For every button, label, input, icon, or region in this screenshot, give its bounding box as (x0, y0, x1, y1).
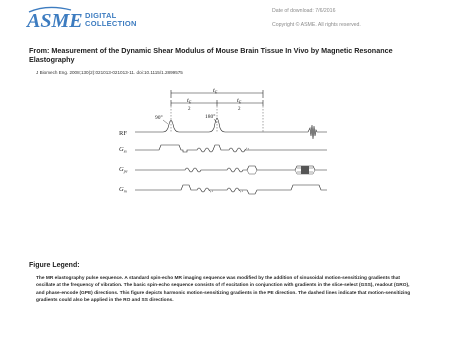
figure-legend-title: Figure Legend: (29, 262, 80, 269)
row-label-rf: RF (119, 130, 127, 137)
article-title: From: Measurement of the Dynamic Shear Modulus of Mouse Brain Tissue In Vivo by Magnetic Resonance Elastography (29, 46, 393, 64)
row-label-gpe: $G_{pe}$ (119, 166, 128, 174)
gss-dashed-extension (245, 148, 249, 150)
download-date: Date of download: 7/6/2016 (272, 8, 336, 14)
row-label-gss: $G_{ss}$ (119, 146, 127, 154)
timing-label-te: $t_E$ (213, 88, 218, 95)
logo-digital-collection (85, 12, 137, 28)
pulse-label-180: 180° (205, 114, 216, 120)
logo-collection-text: COLLECTION (85, 19, 137, 28)
fraction-denominator-1: 2 (188, 107, 191, 112)
gro-waveform (135, 185, 327, 194)
article-citation: J Biomech Eng. 2008;130(2):021013-021013-11. doi:10.1115/1.2899575 (36, 70, 183, 75)
logo-asme-text: ASME (27, 10, 83, 32)
timing-label-te-half-1: $t_E$ (187, 97, 192, 105)
gpe-waveform (135, 166, 327, 172)
pulse-sequence-diagram (115, 88, 330, 208)
copyright-notice: Copyright © ASME. All rights reserved. (272, 22, 361, 28)
pulse-label-90-leader (163, 120, 168, 124)
figure-legend-text: The MR elastography pulse sequence. A standard spin-echo MR imaging sequence was modified by the addition of sinusoidal motion-sensitizing gradients that oscillate at the frequency of vibration. The basic spin-echo sequence consists of rf excitation in conjunction with gradients in the slice-select (GSS), readout (GRO), and phase-encode (GPE) directions. This figure depicts harmonic motion-sensitizing gradients in the PE direction. The dashed lines indicate that motion-sensitizing gradients could also be applied in the RO and SS directions. (36, 276, 411, 304)
gpe-filled-block (301, 166, 309, 174)
pulse-label-90: 90° (155, 115, 163, 121)
fraction-denominator-2: 2 (238, 107, 241, 112)
row-label-gro: $G_{ro}$ (119, 186, 128, 194)
timing-label-te-half-2: $t_E$ (237, 97, 242, 105)
asme-digital-collection-logo (27, 6, 152, 32)
logo-digital-text: DIGITAL (85, 11, 117, 20)
timing-guides (171, 106, 263, 132)
rf-waveform (135, 118, 327, 139)
gss-waveform (135, 145, 327, 152)
